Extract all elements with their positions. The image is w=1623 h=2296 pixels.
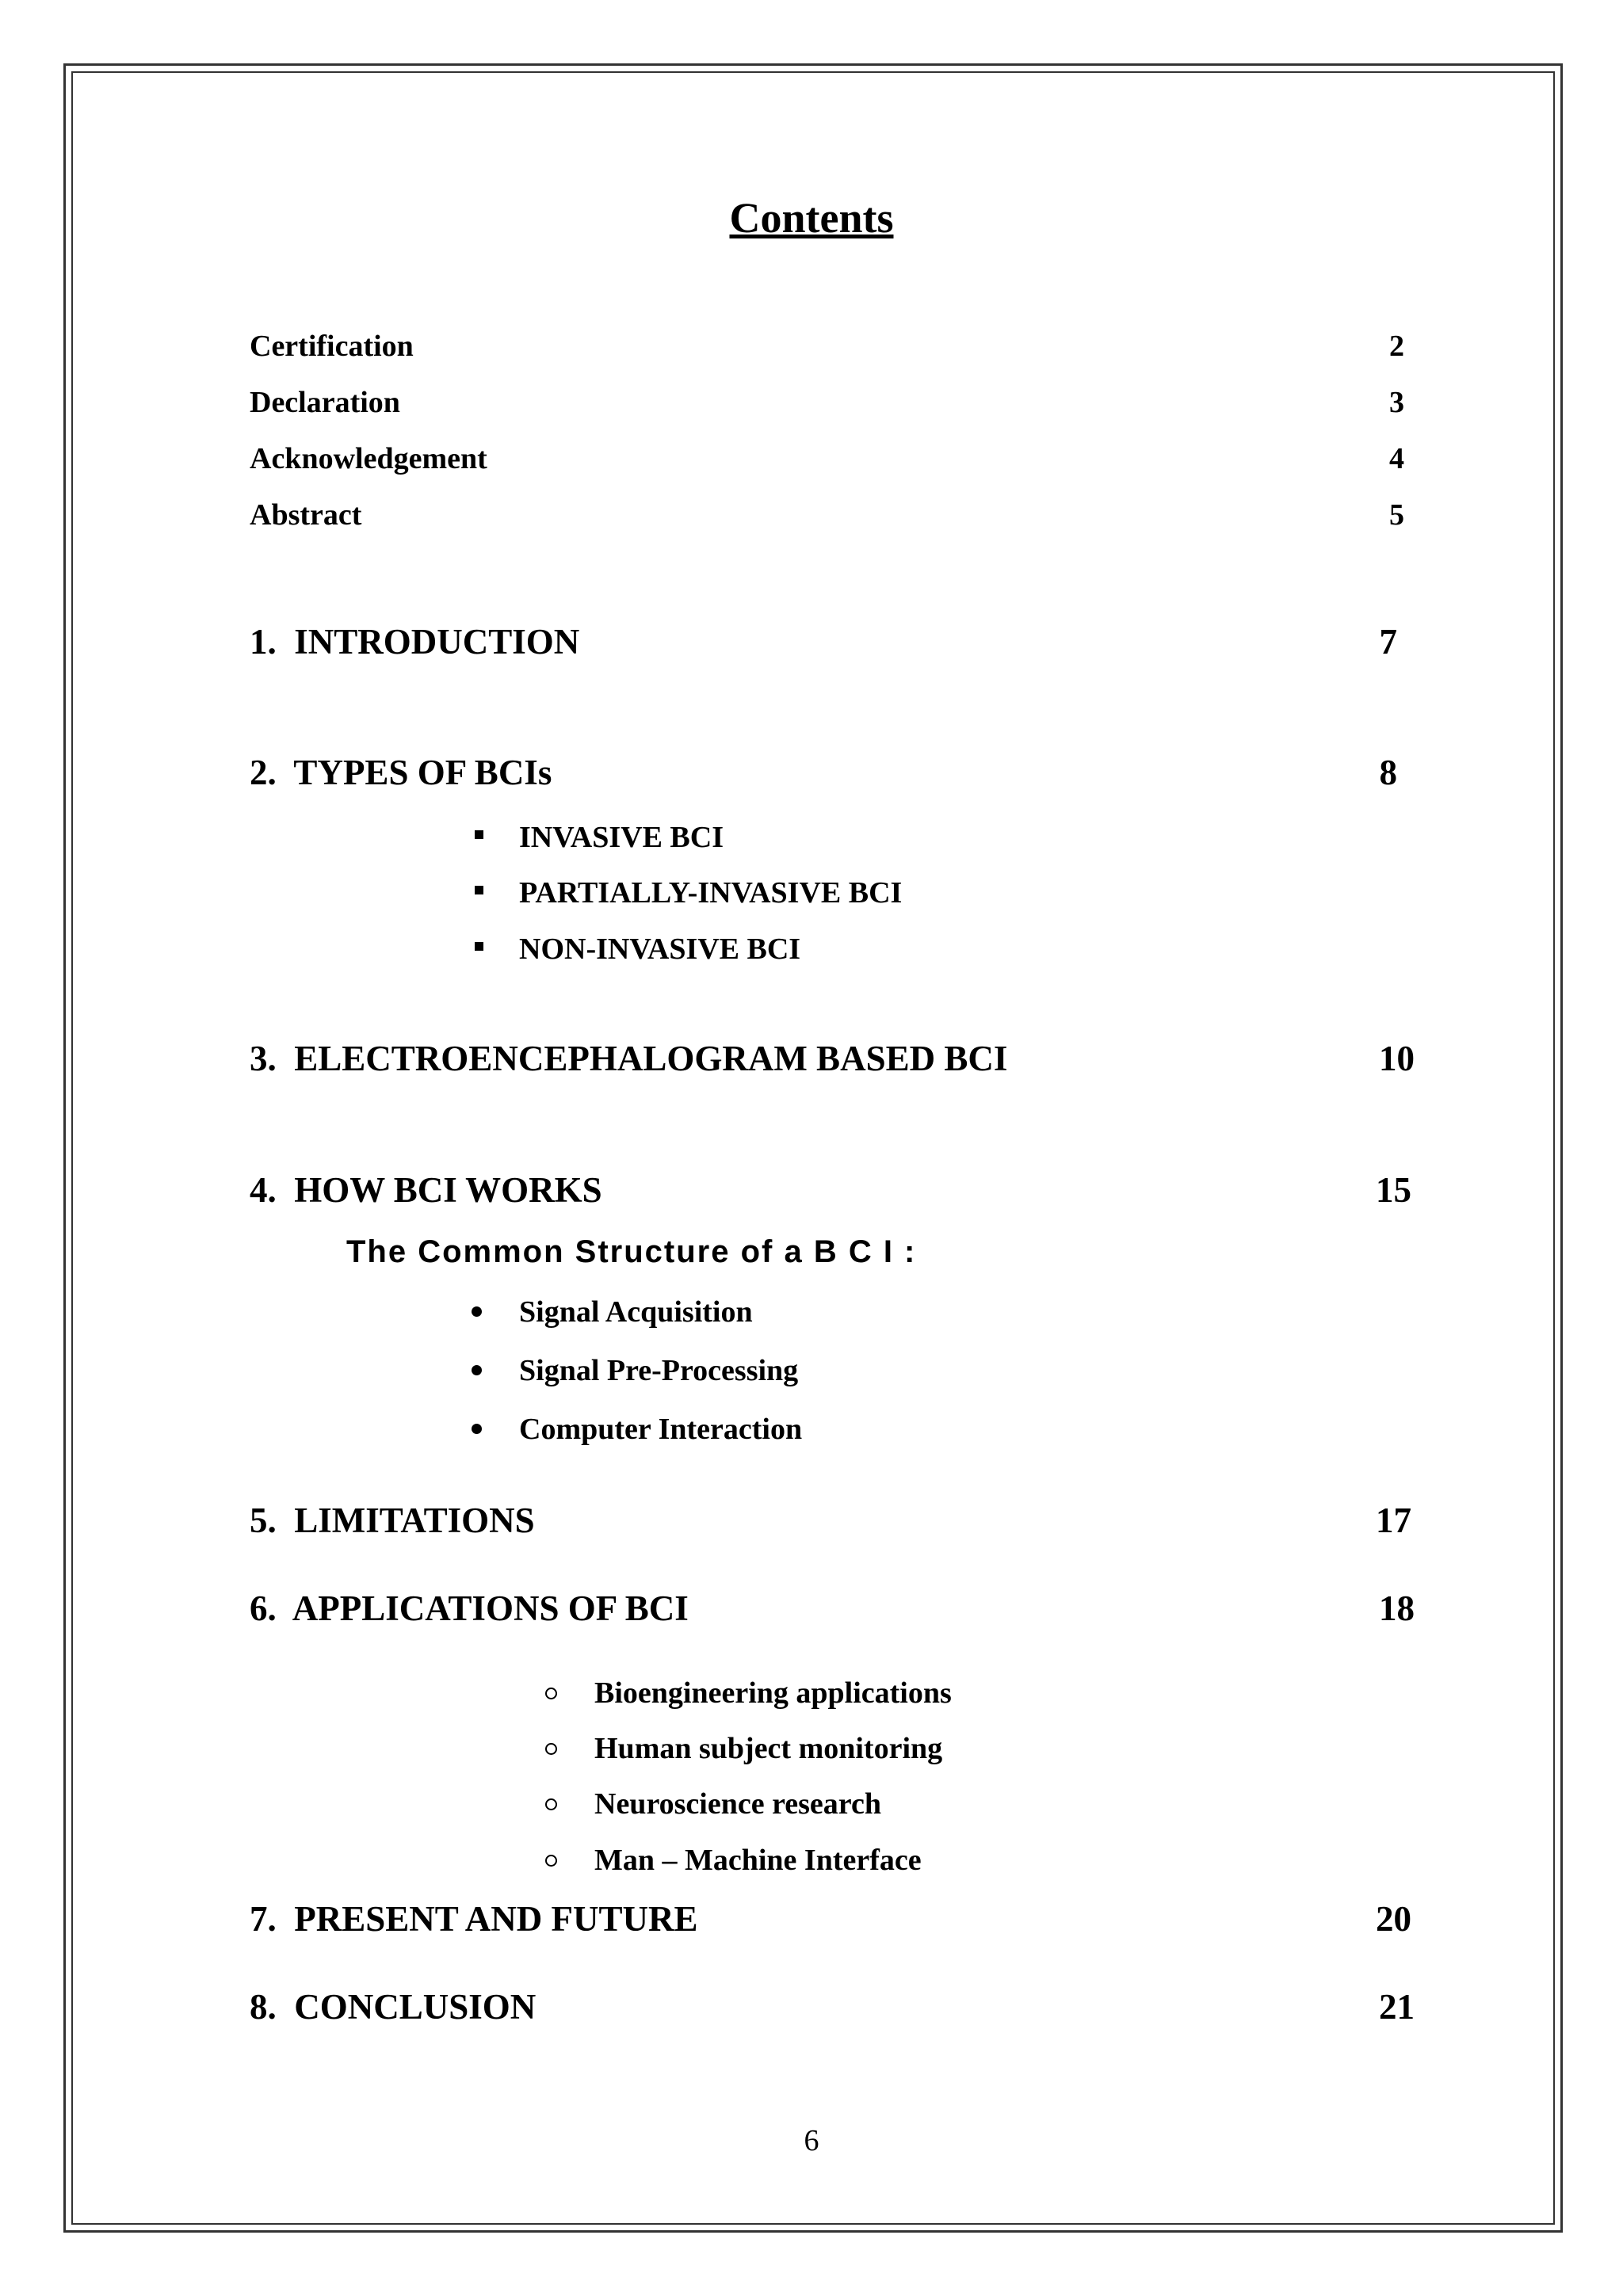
- structure-item: Signal Acquisition: [519, 1297, 753, 1327]
- toc-chapter-label: 5. LIMITATIONS: [250, 1501, 535, 1540]
- toc-entry-page: 2: [1389, 330, 1404, 363]
- toc-chapter-types-of-bcis: [250, 755, 1415, 791]
- page-number: 6: [804, 2124, 819, 2157]
- toc-chapter-conclusion: [250, 1989, 1415, 2025]
- structure-item: Signal Pre-Processing: [519, 1356, 798, 1386]
- application-item: Man – Machine Interface: [594, 1845, 922, 1875]
- bci-type-item: INVASIVE BCI: [519, 822, 724, 852]
- toc-chapter-label: 1. INTRODUCTION: [250, 622, 580, 662]
- toc-chapter-label: 4. HOW BCI WORKS: [250, 1170, 602, 1210]
- circle-bullet-icon: [545, 1855, 557, 1867]
- toc-chapter-label: 7. PRESENT AND FUTURE: [250, 1899, 698, 1939]
- toc-chapter-page: 8: [1379, 753, 1397, 792]
- toc-entry-declaration: [250, 387, 1415, 418]
- toc-chapter-page: 21: [1379, 1987, 1415, 2027]
- toc-chapter-applications: [250, 1591, 1415, 1627]
- toc-chapter-page: 18: [1379, 1589, 1415, 1628]
- circle-bullet-icon: [545, 1798, 557, 1810]
- toc-entry-abstract: [250, 500, 1415, 530]
- toc-entry-label: Acknowledgement: [250, 442, 487, 475]
- structure-item: Computer Interaction: [519, 1414, 802, 1444]
- toc-chapter-label: 6. APPLICATIONS OF BCI: [250, 1589, 689, 1628]
- toc-chapter-how-bci-works: [250, 1170, 1415, 1210]
- toc-chapter-label: 2. TYPES OF BCIs: [250, 753, 552, 792]
- toc-chapter-page: 20: [1376, 1899, 1411, 1939]
- square-bullet-icon: [475, 886, 483, 894]
- toc-chapter-label: 8. CONCLUSION: [250, 1987, 537, 2027]
- circle-bullet-icon: [545, 1743, 557, 1755]
- square-bullet-icon: [475, 830, 483, 839]
- toc-chapter-page: 10: [1379, 1039, 1415, 1078]
- toc-chapter-page: 15: [1376, 1170, 1411, 1210]
- toc-entry-label: Declaration: [250, 386, 400, 419]
- toc-chapter-introduction: [250, 624, 1415, 660]
- toc-entry-page: 4: [1389, 442, 1404, 475]
- bci-type-item: NON-INVASIVE BCI: [519, 934, 800, 964]
- toc-chapter-label: 3. ELECTROENCEPHALOGRAM BASED BCI: [250, 1039, 1008, 1078]
- toc-chapter-page: 7: [1379, 622, 1397, 662]
- round-bullet-icon: [472, 1365, 482, 1375]
- toc-chapter-eeg-based-bci: [250, 1041, 1415, 1077]
- toc-chapter-limitations: [250, 1503, 1415, 1539]
- toc-entry-page: 5: [1389, 498, 1404, 532]
- application-item: Human subject monitoring: [594, 1733, 942, 1764]
- toc-entry-certification: [250, 331, 1415, 361]
- toc-entry-label: Certification: [250, 330, 414, 363]
- contents-title: Contents: [729, 194, 894, 242]
- structure-heading: The Common Structure of a B C I :: [346, 1234, 917, 1269]
- round-bullet-icon: [472, 1306, 482, 1317]
- circle-bullet-icon: [545, 1688, 557, 1699]
- toc-entry-label: Abstract: [250, 498, 362, 532]
- toc-chapter-page: 17: [1376, 1501, 1411, 1540]
- square-bullet-icon: [475, 942, 483, 951]
- toc-entry-page: 3: [1389, 386, 1404, 419]
- application-item: Neuroscience research: [594, 1789, 881, 1819]
- application-item: Bioengineering applications: [594, 1678, 952, 1708]
- round-bullet-icon: [472, 1424, 482, 1434]
- toc-chapter-present-and-future: [250, 1901, 1415, 1937]
- bci-type-item: PARTIALLY-INVASIVE BCI: [519, 878, 902, 908]
- toc-entry-acknowledgement: [250, 444, 1415, 474]
